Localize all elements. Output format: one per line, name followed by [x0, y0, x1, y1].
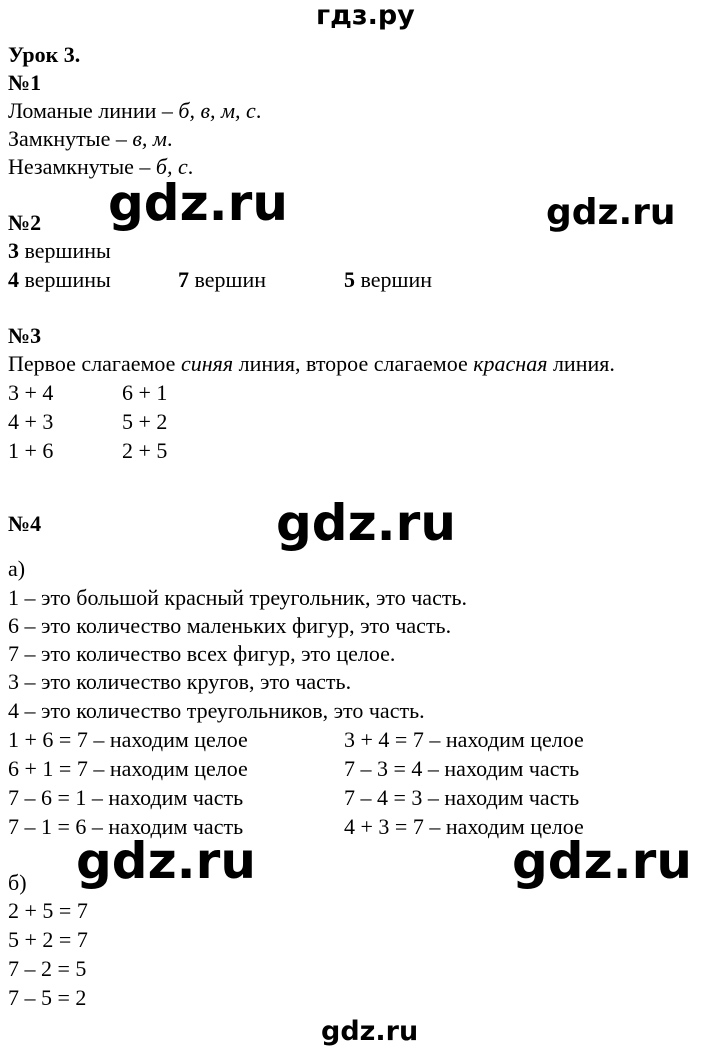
task-3-expr: 3 + 4	[8, 380, 54, 405]
text: вершины	[19, 238, 111, 263]
task-3-expr: 6 + 1	[122, 380, 168, 405]
number: 7	[178, 267, 189, 292]
task-1-label: №1	[8, 70, 42, 95]
task-4-label: №4	[8, 511, 42, 536]
watermark: gdz.ru	[108, 174, 288, 232]
task-4a-equation: 7 – 4 = 3 – находим часть	[344, 785, 580, 810]
watermark-top: гдз.ру	[316, 0, 415, 31]
task-4b-label: б)	[8, 870, 27, 895]
text: линия.	[547, 351, 615, 376]
task-1-line-3	[8, 154, 193, 180]
task-4b-equation: 7 – 5 = 2	[8, 985, 87, 1010]
task-4a-line: 4 – это количество треугольников, это часть.	[8, 698, 425, 723]
number: 3	[8, 238, 19, 263]
text-italic: б, с	[155, 154, 188, 179]
number: 5	[344, 267, 355, 292]
task-4a-line: 6 – это количество маленьких фигур, это часть.	[8, 613, 452, 638]
task-4a-equation: 7 – 6 = 1 – находим часть	[8, 785, 244, 810]
watermark: gdz.ru	[76, 832, 256, 890]
text: Незамкнутые –	[8, 154, 156, 179]
task-4a-equation: 1 + 6 = 7 – находим целое	[8, 727, 248, 752]
text-italic: в, м	[132, 126, 167, 151]
task-2-label: №2	[8, 210, 42, 235]
task-4a-equation: 7 – 1 = 6 – находим часть	[8, 814, 244, 839]
task-3-expr: 1 + 6	[8, 438, 54, 463]
task-2-item	[178, 267, 266, 293]
watermark: gdz.ru	[276, 494, 456, 552]
text-italic: синяя	[180, 351, 234, 376]
watermark-bottom: gdz.ru	[321, 1016, 419, 1047]
text: вершин	[189, 267, 267, 292]
text: Замкнутые –	[8, 126, 133, 151]
text: линия, второе слагаемое	[233, 351, 474, 376]
text: Ломаные линии –	[8, 98, 179, 123]
task-1-line-2	[8, 126, 172, 152]
text: вершины	[19, 267, 111, 292]
task-4a-line: 7 – это количество всех фигур, это целое.	[8, 641, 396, 666]
task-2-item	[8, 238, 111, 264]
task-4a-line: 1 – это большой красный треугольник, это часть.	[8, 585, 467, 610]
task-3-sentence	[8, 351, 615, 377]
text: вершин	[355, 267, 433, 292]
task-4b-equation: 2 + 5 = 7	[8, 898, 88, 923]
task-3-label: №3	[8, 323, 42, 348]
watermark: gdz.ru	[512, 832, 692, 890]
task-4a-equation: 7 – 3 = 4 – находим часть	[344, 756, 580, 781]
task-4b-equation: 5 + 2 = 7	[8, 927, 88, 952]
task-4b-equation: 7 – 2 = 5	[8, 956, 87, 981]
text-italic: б, в, м, с	[178, 98, 256, 123]
task-1-line-1	[8, 98, 261, 124]
task-2-item	[344, 267, 432, 293]
task-4a-equation: 3 + 4 = 7 – находим целое	[344, 727, 584, 752]
task-4a-equation: 4 + 3 = 7 – находим целое	[344, 814, 584, 839]
text: .	[255, 98, 262, 123]
number: 4	[8, 267, 19, 292]
page-title: Урок 3.	[8, 42, 81, 67]
text-italic: красная	[473, 351, 548, 376]
watermark: gdz.ru	[546, 192, 676, 233]
text: Первое слагаемое	[8, 351, 181, 376]
task-4a-equation: 6 + 1 = 7 – находим целое	[8, 756, 248, 781]
task-3-expr: 2 + 5	[122, 438, 168, 463]
task-4a-label: а)	[8, 556, 26, 581]
text: .	[166, 126, 173, 151]
text: .	[187, 154, 194, 179]
task-4a-line: 3 – это количество кругов, это часть.	[8, 669, 352, 694]
task-3-expr: 4 + 3	[8, 409, 54, 434]
task-2-item	[8, 267, 111, 293]
task-3-expr: 5 + 2	[122, 409, 168, 434]
